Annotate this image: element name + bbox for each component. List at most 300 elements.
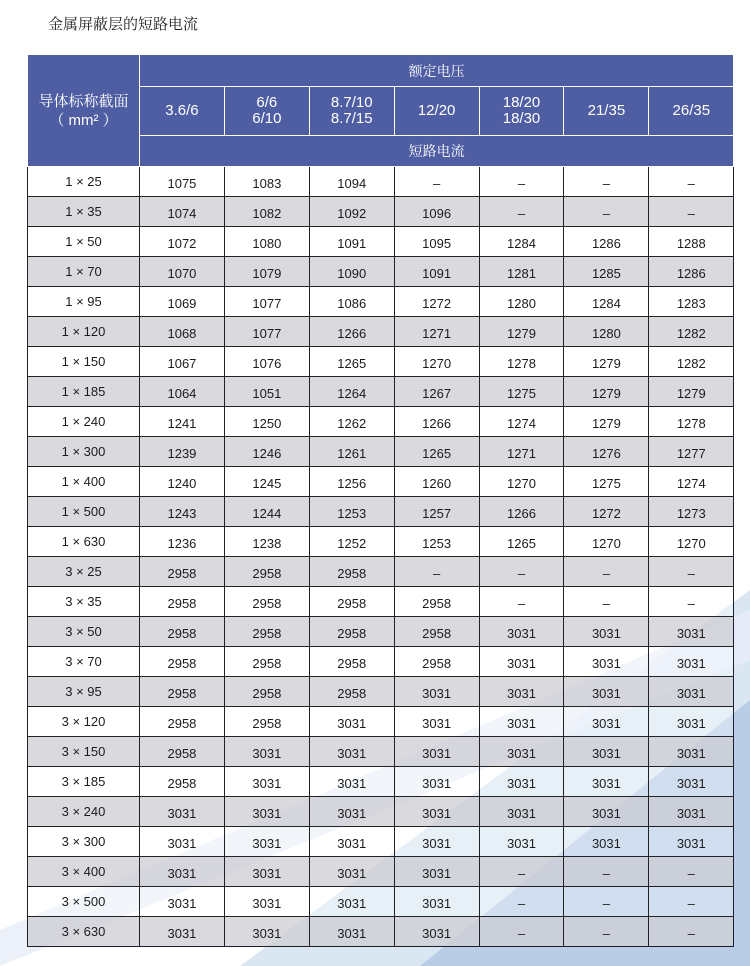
current-value: 1250 xyxy=(252,415,282,431)
current-value: 2958 xyxy=(422,625,452,641)
current-value: 3031 xyxy=(337,925,367,941)
current-value: 2958 xyxy=(337,625,367,641)
current-value: 3031 xyxy=(252,775,282,791)
current-value: 3031 xyxy=(252,925,282,941)
current-value: 1240 xyxy=(167,475,197,491)
rated-voltage-header: 额定电压 xyxy=(140,55,734,87)
current-value-cell xyxy=(649,617,734,647)
current-value: 3031 xyxy=(337,895,367,911)
current-value: 2958 xyxy=(167,595,197,611)
current-value: 1283 xyxy=(676,295,706,311)
current-value-cell xyxy=(309,437,394,467)
current-value: 1092 xyxy=(337,205,367,221)
current-value-cell xyxy=(479,737,564,767)
current-value-cell xyxy=(564,437,649,467)
current-value-cell xyxy=(224,557,309,587)
current-value-cell xyxy=(564,677,649,707)
current-value-cell xyxy=(224,797,309,827)
current-value: 3031 xyxy=(252,745,282,761)
conductor-size-cell: 3 × 300 xyxy=(28,827,140,857)
current-value: 1266 xyxy=(507,505,536,521)
current-value-cell xyxy=(564,827,649,857)
current-value-cell xyxy=(479,587,564,617)
current-value: 2958 xyxy=(252,685,282,701)
current-value-cell xyxy=(479,287,564,317)
conductor-size-cell: 1 × 25 xyxy=(28,167,140,197)
current-value-cell xyxy=(394,317,479,347)
current-value-cell xyxy=(649,677,734,707)
current-value: 1245 xyxy=(252,475,282,491)
current-value-cell xyxy=(649,497,734,527)
current-value: – xyxy=(517,565,526,581)
current-value: 2958 xyxy=(252,625,282,641)
current-value-cell xyxy=(564,287,649,317)
current-value: 1262 xyxy=(337,415,367,431)
current-value-cell xyxy=(140,737,225,767)
current-value-cell xyxy=(309,587,394,617)
current-value: 3031 xyxy=(591,775,621,791)
current-value: 1064 xyxy=(167,385,197,401)
current-value-cell xyxy=(309,647,394,677)
current-value-cell xyxy=(649,407,734,437)
current-value: 1260 xyxy=(422,475,452,491)
current-value-cell xyxy=(649,647,734,677)
conductor-size-cell: 3 × 500 xyxy=(28,887,140,917)
current-value-cell xyxy=(479,407,564,437)
conductor-size-cell: 3 × 120 xyxy=(28,707,140,737)
voltage-label-line1: 18/20 xyxy=(502,94,541,111)
current-value: 3031 xyxy=(252,805,282,821)
current-value: 2958 xyxy=(167,715,197,731)
current-value-cell xyxy=(140,857,225,887)
current-value: 1266 xyxy=(337,325,367,341)
table-row xyxy=(28,797,734,827)
current-value-cell xyxy=(224,617,309,647)
current-value-cell xyxy=(649,737,734,767)
current-value-cell xyxy=(564,407,649,437)
current-value: 1270 xyxy=(676,535,706,551)
current-value: 1279 xyxy=(507,325,536,341)
current-value: 3031 xyxy=(422,895,452,911)
short-circuit-table-container xyxy=(27,54,734,947)
current-value-cell xyxy=(394,287,479,317)
current-value: 1280 xyxy=(591,325,621,341)
current-value: 3031 xyxy=(422,805,452,821)
current-value: 1274 xyxy=(676,475,706,491)
current-value-cell xyxy=(649,707,734,737)
current-value: 1051 xyxy=(252,385,282,401)
current-value-cell xyxy=(394,407,479,437)
current-value-cell xyxy=(394,767,479,797)
current-value-cell xyxy=(564,707,649,737)
current-value-cell xyxy=(564,317,649,347)
current-value-cell xyxy=(479,257,564,287)
current-value-cell xyxy=(224,587,309,617)
current-value-cell xyxy=(649,467,734,497)
current-value: 3031 xyxy=(422,865,452,881)
current-value-cell xyxy=(140,197,225,227)
current-value-cell xyxy=(479,767,564,797)
current-value: 1275 xyxy=(591,475,621,491)
current-value: – xyxy=(602,175,611,191)
current-value-cell xyxy=(394,917,479,947)
current-value: 1284 xyxy=(591,295,621,311)
current-value-cell xyxy=(394,527,479,557)
current-value-cell xyxy=(309,827,394,857)
current-value-cell xyxy=(394,167,479,197)
current-value: 1286 xyxy=(591,235,621,251)
current-value: 3031 xyxy=(422,715,452,731)
current-value: 3031 xyxy=(591,625,621,641)
table-row xyxy=(28,317,734,347)
conductor-size-cell: 3 × 150 xyxy=(28,737,140,767)
current-value: 1086 xyxy=(337,295,367,311)
table-row xyxy=(28,647,734,677)
current-value: 1266 xyxy=(422,415,452,431)
current-value-cell xyxy=(479,167,564,197)
current-value: 1253 xyxy=(422,535,452,551)
current-value-cell xyxy=(564,527,649,557)
current-value: 3031 xyxy=(507,835,536,851)
current-value: 1279 xyxy=(591,355,621,371)
current-value-cell xyxy=(649,287,734,317)
current-value-cell xyxy=(564,497,649,527)
conductor-size-cell: 3 × 240 xyxy=(28,797,140,827)
current-value: 2958 xyxy=(167,655,197,671)
current-value: 1252 xyxy=(337,535,367,551)
current-value: 1244 xyxy=(252,505,282,521)
current-value-cell xyxy=(564,797,649,827)
current-value-cell xyxy=(224,767,309,797)
current-value-cell xyxy=(479,227,564,257)
current-value: 1271 xyxy=(507,445,536,461)
current-value-cell xyxy=(394,587,479,617)
current-value: 1096 xyxy=(422,205,452,221)
table-body xyxy=(28,167,734,947)
current-value: 1256 xyxy=(337,475,367,491)
current-value-cell xyxy=(479,317,564,347)
current-value-cell xyxy=(479,377,564,407)
current-value: 2958 xyxy=(337,565,367,581)
current-value-cell xyxy=(394,467,479,497)
current-value-cell xyxy=(564,197,649,227)
current-value-cell xyxy=(309,257,394,287)
current-value: – xyxy=(687,175,695,191)
conductor-size-cell: 1 × 150 xyxy=(28,347,140,377)
current-value-cell xyxy=(649,857,734,887)
current-value-cell xyxy=(224,197,309,227)
page-title: 金属屏蔽层的短路电流 xyxy=(48,16,199,33)
table-row xyxy=(28,587,734,617)
current-value-cell xyxy=(394,617,479,647)
current-value-cell xyxy=(140,827,225,857)
current-value: 1271 xyxy=(422,325,452,341)
current-value: – xyxy=(433,565,441,581)
current-value: 1270 xyxy=(591,535,621,551)
current-value-cell xyxy=(394,197,479,227)
current-value-cell xyxy=(479,677,564,707)
current-value-cell xyxy=(649,197,734,227)
current-value: 1264 xyxy=(337,385,367,401)
current-value: 1253 xyxy=(337,505,367,521)
current-value-cell xyxy=(649,317,734,347)
current-value-cell xyxy=(140,887,225,917)
current-value: 1278 xyxy=(676,415,706,431)
table-row xyxy=(28,167,734,197)
current-value-cell xyxy=(394,707,479,737)
current-value: 1279 xyxy=(676,385,706,401)
current-value: 1267 xyxy=(422,385,452,401)
current-value: 2958 xyxy=(167,745,197,761)
conductor-section-header-line1: 导体标称截面 xyxy=(38,92,129,110)
current-value-cell xyxy=(479,527,564,557)
current-value: 3031 xyxy=(167,865,197,881)
table-row xyxy=(28,197,734,227)
current-value-cell xyxy=(564,647,649,677)
current-value: 1281 xyxy=(507,265,536,281)
current-value-cell xyxy=(479,617,564,647)
current-value-cell xyxy=(140,497,225,527)
voltage-label-line1: 26/35 xyxy=(672,102,711,119)
current-value: 3031 xyxy=(591,685,621,701)
conductor-size-cell: 3 × 185 xyxy=(28,767,140,797)
conductor-size-cell: 1 × 240 xyxy=(28,407,140,437)
current-value: 3031 xyxy=(167,895,197,911)
current-value-cell xyxy=(394,647,479,677)
current-value: – xyxy=(517,895,526,911)
current-value-cell xyxy=(479,887,564,917)
current-value: 1246 xyxy=(252,445,282,461)
current-value: 1238 xyxy=(252,535,282,551)
current-value-cell xyxy=(394,497,479,527)
current-value-cell xyxy=(479,197,564,227)
current-value: 1079 xyxy=(252,265,282,281)
current-value: 1274 xyxy=(507,415,536,431)
voltage-label-line2: 18/30 xyxy=(502,110,541,127)
current-value: 1277 xyxy=(676,445,706,461)
current-value-cell xyxy=(309,317,394,347)
current-value: 1286 xyxy=(676,265,706,281)
table-row xyxy=(28,557,734,587)
current-value: 1076 xyxy=(252,355,282,371)
current-value: 3031 xyxy=(676,655,706,671)
current-value-cell xyxy=(649,347,734,377)
table-row xyxy=(28,437,734,467)
current-value-cell xyxy=(140,677,225,707)
current-value-cell xyxy=(649,917,734,947)
current-value: 1257 xyxy=(422,505,452,521)
current-value-cell xyxy=(649,797,734,827)
current-value: – xyxy=(602,565,611,581)
current-value: 3031 xyxy=(507,805,536,821)
current-value: 3031 xyxy=(676,715,706,731)
current-value-cell xyxy=(309,287,394,317)
current-value-cell xyxy=(309,377,394,407)
short-circuit-current-header: 短路电流 xyxy=(140,136,734,167)
current-value: 3031 xyxy=(422,835,452,851)
current-value: 3031 xyxy=(167,835,197,851)
current-value-cell xyxy=(224,317,309,347)
current-value-cell xyxy=(649,377,734,407)
current-value-cell xyxy=(309,167,394,197)
current-value-cell xyxy=(309,467,394,497)
current-value-cell xyxy=(140,557,225,587)
current-value: 2958 xyxy=(167,625,197,641)
table-row xyxy=(28,407,734,437)
conductor-size-cell: 3 × 400 xyxy=(28,857,140,887)
current-value: 1265 xyxy=(507,535,536,551)
current-value-cell xyxy=(140,377,225,407)
current-value: 2958 xyxy=(337,655,367,671)
current-value: 1075 xyxy=(167,175,197,191)
current-value-cell xyxy=(479,827,564,857)
conductor-section-header-unit: （ mm² ） xyxy=(49,111,118,129)
current-value-cell xyxy=(224,707,309,737)
current-value-cell xyxy=(224,167,309,197)
current-value-cell xyxy=(479,497,564,527)
current-value: 3031 xyxy=(676,775,706,791)
current-value: 2958 xyxy=(167,565,197,581)
voltage-header-4 xyxy=(394,87,479,136)
current-value-cell xyxy=(649,227,734,257)
voltage-header-2 xyxy=(224,87,309,136)
current-value-cell xyxy=(649,587,734,617)
current-value-cell xyxy=(140,797,225,827)
current-value-cell xyxy=(564,377,649,407)
current-value: – xyxy=(602,865,611,881)
current-value: – xyxy=(517,865,526,881)
current-value: – xyxy=(687,565,695,581)
table-row xyxy=(28,917,734,947)
conductor-size-cell: 1 × 35 xyxy=(28,197,140,227)
current-value: 1278 xyxy=(507,355,536,371)
current-value-cell xyxy=(564,737,649,767)
current-value-cell xyxy=(394,377,479,407)
table-row xyxy=(28,527,734,557)
current-value: 3031 xyxy=(591,655,621,671)
current-value: 1068 xyxy=(167,325,197,341)
current-value-cell xyxy=(140,647,225,677)
current-value: 3031 xyxy=(507,625,536,641)
current-value: 1270 xyxy=(422,355,452,371)
current-value: – xyxy=(602,895,611,911)
current-value-cell xyxy=(224,467,309,497)
current-value: – xyxy=(687,895,695,911)
voltage-label-line2: 8.7/15 xyxy=(330,110,373,127)
current-value-cell xyxy=(649,527,734,557)
current-value-cell xyxy=(309,797,394,827)
current-value: – xyxy=(517,205,526,221)
current-value: 1090 xyxy=(337,265,367,281)
current-value: 1265 xyxy=(422,445,452,461)
table-row xyxy=(28,287,734,317)
current-value: 3031 xyxy=(337,865,367,881)
current-value-cell xyxy=(479,857,564,887)
current-value: 1243 xyxy=(167,505,197,521)
current-value-cell xyxy=(649,257,734,287)
current-value: 2958 xyxy=(252,715,282,731)
current-value-cell xyxy=(224,407,309,437)
current-value: 2958 xyxy=(337,595,367,611)
current-value-cell xyxy=(394,227,479,257)
current-value-cell xyxy=(224,887,309,917)
current-value-cell xyxy=(394,857,479,887)
current-value: 3031 xyxy=(337,805,367,821)
current-value: 1280 xyxy=(507,295,536,311)
current-value-cell xyxy=(309,857,394,887)
current-value-cell xyxy=(564,227,649,257)
current-value-cell xyxy=(479,797,564,827)
current-value: – xyxy=(687,595,695,611)
current-value: 1273 xyxy=(676,505,706,521)
current-value-cell xyxy=(309,227,394,257)
current-value-cell xyxy=(564,257,649,287)
current-value-cell xyxy=(224,437,309,467)
current-value-cell xyxy=(140,227,225,257)
current-value: – xyxy=(602,925,611,941)
current-value: 3031 xyxy=(507,715,536,731)
current-value-cell xyxy=(564,887,649,917)
current-value: 1072 xyxy=(167,235,197,251)
current-value: 3031 xyxy=(676,745,706,761)
current-value: 2958 xyxy=(252,565,282,581)
table-row xyxy=(28,707,734,737)
current-value-cell xyxy=(140,707,225,737)
current-value: 1279 xyxy=(591,415,621,431)
current-value: 3031 xyxy=(337,715,367,731)
voltage-header-7 xyxy=(649,87,734,136)
conductor-size-cell: 1 × 185 xyxy=(28,377,140,407)
current-value: 1082 xyxy=(252,205,282,221)
current-value-cell xyxy=(309,707,394,737)
current-value-cell xyxy=(309,347,394,377)
current-value: 3031 xyxy=(591,745,621,761)
voltage-label-line1: 12/20 xyxy=(417,102,456,119)
current-value-cell xyxy=(394,827,479,857)
current-value-cell xyxy=(564,347,649,377)
current-value: 1275 xyxy=(507,385,536,401)
current-value-cell xyxy=(224,287,309,317)
table-row xyxy=(28,467,734,497)
current-value: 3031 xyxy=(252,835,282,851)
current-value-cell xyxy=(564,167,649,197)
current-value: 2958 xyxy=(422,595,452,611)
conductor-size-cell: 1 × 300 xyxy=(28,437,140,467)
conductor-size-cell: 1 × 50 xyxy=(28,227,140,257)
current-value-cell xyxy=(309,677,394,707)
current-value-cell xyxy=(564,587,649,617)
current-value: – xyxy=(602,205,611,221)
current-value: – xyxy=(687,205,695,221)
table-row xyxy=(28,887,734,917)
current-value-cell xyxy=(309,557,394,587)
current-value-cell xyxy=(649,887,734,917)
current-value-cell xyxy=(224,857,309,887)
voltage-label-line2: 6/10 xyxy=(252,110,282,127)
voltage-label-line1: 6/6 xyxy=(256,94,278,111)
current-value: 3031 xyxy=(167,925,197,941)
current-value: 3031 xyxy=(252,895,282,911)
table-row xyxy=(28,677,734,707)
current-value: 3031 xyxy=(676,625,706,641)
current-value: 1272 xyxy=(422,295,452,311)
current-value: 1239 xyxy=(167,445,197,461)
current-value: 1288 xyxy=(676,235,706,251)
current-value: 1091 xyxy=(337,235,367,251)
current-value-cell xyxy=(309,527,394,557)
current-value-cell xyxy=(309,197,394,227)
current-value-cell xyxy=(224,647,309,677)
